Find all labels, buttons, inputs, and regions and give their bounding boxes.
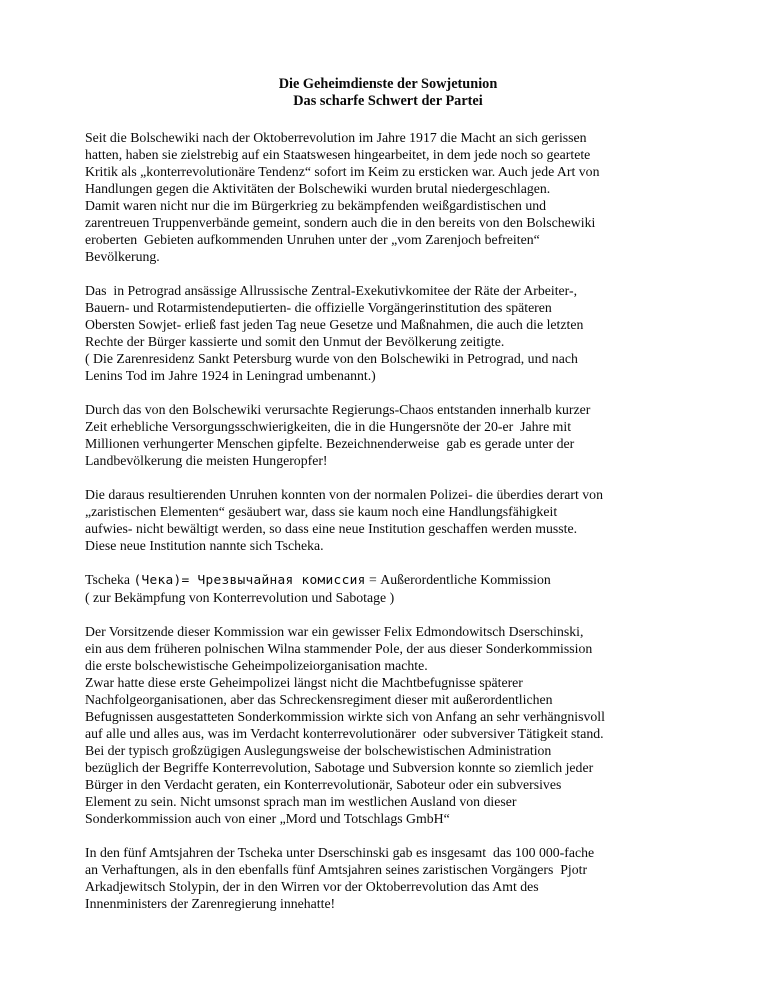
latin-text-segment: Tscheka bbox=[85, 572, 134, 587]
document-title-line2: Das scharfe Schwert der Partei bbox=[293, 93, 483, 109]
text-line: Rechte der Bürger kassierte und somit den Unmut der Bevölkerung zeitigte. bbox=[85, 334, 505, 349]
text-line: Lenins Tod im Jahre 1924 in Leningrad umbenannt.) bbox=[85, 368, 376, 383]
paragraph bbox=[85, 571, 691, 606]
text-line: Zwar hatte diese erste Geheimpolizei längst nicht die Machtbefugnisse späterer bbox=[85, 675, 523, 690]
paragraph bbox=[85, 844, 691, 912]
latin-text-segment: ( zur Bekämpfung von Konterrevolution und Sabotage ) bbox=[85, 590, 395, 605]
text-line: Arkadjewitsch Stolypin, der in den Wirren vor der Oktoberrevolution das Amt des bbox=[85, 879, 539, 894]
paragraph bbox=[85, 401, 691, 469]
text-line: aufwies- nicht bewältigt werden, so dass eine neue Institution geschaffen werden musste. bbox=[85, 521, 578, 536]
text-line: Der Vorsitzende dieser Kommission war ein gewisser Felix Edmondowitsch Dserschinski, bbox=[85, 624, 584, 639]
document-title-line1: Die Geheimdienste der Sowjetunion bbox=[278, 76, 498, 92]
text-line: Millionen verhungerter Menschen gipfelte. Bezeichnenderweise gab es gerade unter der bbox=[85, 436, 575, 451]
text-line: Durch das von den Bolschewiki verursachte Regierungs-Chaos entstanden innerhalb kurzer bbox=[85, 402, 591, 417]
text-line: Bevölkerung. bbox=[85, 249, 160, 264]
text-line: eroberten Gebieten aufkommenden Unruhen unter der „vom Zarenjoch befreiten“ bbox=[85, 232, 540, 247]
paragraph bbox=[85, 282, 691, 384]
text-line: Zeit erhebliche Versorgungsschwierigkeiten, die in die Hungersnöte der 20-er Jahre mit bbox=[85, 419, 572, 434]
text-line: Die daraus resultierenden Unruhen konnten von der normalen Polizei- die überdies derart von bbox=[85, 487, 603, 502]
paragraph bbox=[85, 486, 691, 554]
text-line: Bürger in den Verdacht geraten, ein Konterrevolutionär, Saboteur oder ein subversives bbox=[85, 777, 562, 792]
paragraph bbox=[85, 623, 691, 827]
text-line: Kritik als „konterrevolutionäre Tendenz“ sofort im Keim zu ersticken war. Auch jede Art von bbox=[85, 164, 600, 179]
text-line: Landbevölkerung die meisten Hungeropfer! bbox=[85, 453, 328, 468]
text-line: Damit waren nicht nur die im Bürgerkrieg zu bekämpfenden weißgardistischen und bbox=[85, 198, 547, 213]
text-line: „zaristischen Elementen“ gesäubert war, dass sie kaum noch eine Handlungsfähigkeit bbox=[85, 504, 558, 519]
text-line: Bauern- und Rotarmistendeputierten- die offizielle Vorgängerinstitution des späteren bbox=[85, 300, 552, 315]
text-line: Bei der typisch großzügigen Auslegungsweise der bolschewistischen Administration bbox=[85, 743, 552, 758]
text-line: ( Die Zarenresidenz Sankt Petersburg wurde von den Bolschewiki in Petrograd, und nach bbox=[85, 351, 578, 366]
text-line: Handlungen gegen die Aktivitäten der Bolschewiki wurden brutal niedergeschlagen. bbox=[85, 181, 551, 196]
text-line: hatten, haben sie zielstrebig auf ein Staatswesen hingearbeitet, in dem jede noch so geartete bbox=[85, 147, 591, 162]
text-line: Nachfolgeorganisationen, aber das Schreckensregiment dieser mit außerordentlichen bbox=[85, 692, 553, 707]
text-line: auf alle und alles aus, was im Verdacht konterrevolutionärer oder subversiver Tätigkeit stand. bbox=[85, 726, 604, 741]
text-line: Seit die Bolschewiki nach der Oktoberrevolution im Jahre 1917 die Macht an sich gerissen bbox=[85, 130, 587, 145]
text-line: Element zu sein. Nicht umsonst sprach man im westlichen Ausland von dieser bbox=[85, 794, 517, 809]
text-line: Diese neue Institution nannte sich Tscheka. bbox=[85, 538, 324, 553]
text-line: In den fünf Amtsjahren der Tscheka unter Dserschinski gab es insgesamt das 100 000-fache bbox=[85, 845, 595, 860]
text-line: ein aus dem früheren polnischen Wilna stammender Pole, der aus dieser Sonderkommission bbox=[85, 641, 593, 656]
latin-text-segment: = Außerordentliche Kommission bbox=[365, 572, 551, 587]
document-content bbox=[85, 76, 691, 929]
paragraph bbox=[85, 129, 691, 265]
text-line: Das in Petrograd ansässige Allrussische Zentral-Exekutivkomitee der Räte der Arbeiter-, bbox=[85, 283, 578, 298]
document-body bbox=[85, 129, 691, 912]
text-line bbox=[85, 571, 691, 589]
text-line: Obersten Sowjet- erließ fast jeden Tag neue Gesetze und Maßnahmen, die auch die letzten bbox=[85, 317, 584, 332]
text-line: Befugnissen ausgestatteten Sonderkommission wirkte sich von Anfang an sehr verhängnisvoll bbox=[85, 709, 605, 724]
text-line: bezüglich der Begriffe Konterrevolution, Sabotage und Subversion konnte so ziemlich jeder bbox=[85, 760, 594, 775]
text-line: Innenministers der Zarenregierung innehatte! bbox=[85, 896, 336, 911]
text-line bbox=[85, 589, 691, 606]
text-line: zarentreuen Truppenverbände gemeint, sondern auch die in den bereits von den Bolschewiki bbox=[85, 215, 596, 230]
text-line: die erste bolschewistische Geheimpolizeiorganisation machte. bbox=[85, 658, 428, 673]
cyrillic-text-segment: (Чека)= Чрезвычайная комиссия bbox=[133, 573, 366, 588]
text-line: an Verhaftungen, als in den ebenfalls fünf Amtsjahren seines zaristischen Vorgängers Pjotr bbox=[85, 862, 588, 877]
text-line: Sonderkommission auch von einer „Mord und Totschlags GmbH“ bbox=[85, 811, 450, 826]
document-title bbox=[85, 76, 691, 110]
